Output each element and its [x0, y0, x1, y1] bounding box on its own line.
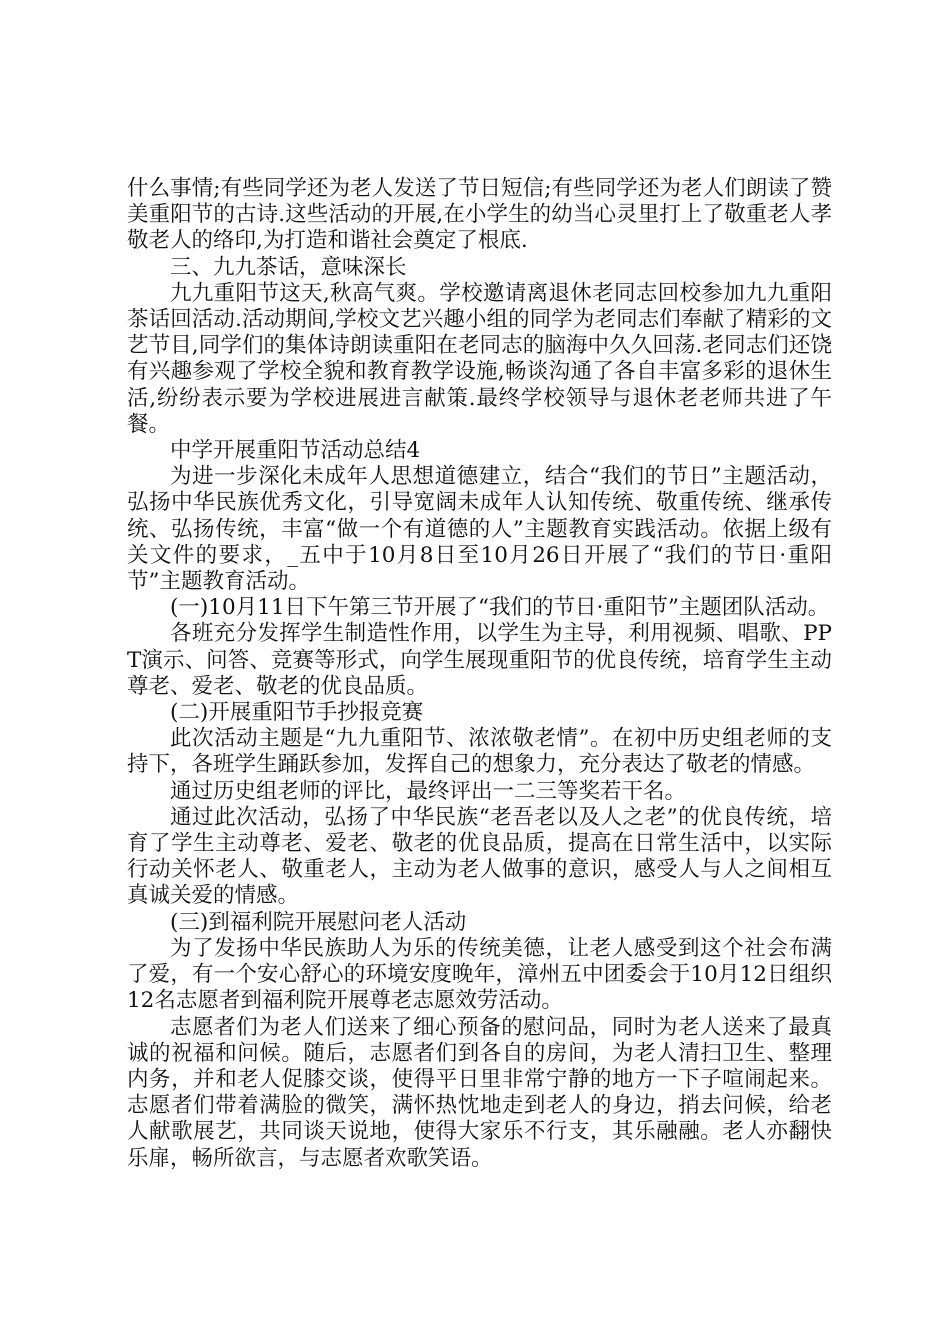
paragraph-welfare-intro: 为了发扬中华民族助人为乐的传统美德，让老人感受到这个社会布满了爱，有一个安心舒心的环境安度晚年，漳州五中团委会于10月12日组织12名志愿者到福利院开展尊老志愿效劳活动。 — [127, 935, 832, 1014]
paragraph-newspaper-theme: 此次活动主题是“九九重阳节、浓浓敬老情”。在初中历史组老师的支持下，各班学生踊跃参加，发挥自己的想象力，充分表达了敬老的情感。 — [127, 726, 832, 778]
document-page — [127, 176, 832, 1172]
section-heading-tea-talk: 三、九九茶话，意味深长 — [170, 254, 407, 280]
subheading-team-activity: (一)10月11日下午第三节开展了“我们的节日·重阳节”主题团队活动。 — [170, 595, 830, 621]
paragraph-awards: 通过历史组老师的评比，最终评出一二三等奖若干名。 — [170, 778, 687, 804]
paragraph-intro: 为进一步深化未成年人思想道德建立，结合“我们的节日”主题活动，弘扬中华民族优秀文化，引导宽阔未成年人认知传统、敬重传统、继承传统、弘扬传统，丰富“做一个有道德的人”主题教育实践活动。依据上级有关文件的要求，_五中于10月8日至10月26日开展了“我们的节日·重阳节”主题教育活动。 — [127, 464, 832, 595]
paragraph-tea-talk: 九九重阳节这天,秋高气爽。学校邀请离退休老同志回校参加九九重阳茶话回活动.活动期间,学校文艺兴趣小组的同学为老同志们奉献了精彩的文艺节目,同学们的集体诗朗读重阳在老同志的脑海中久久回荡.老同志们还饶有兴趣参观了学校全貌和教育教学设施,畅谈沟通了各自丰富多彩的退休生活,纷纷表示要为学校进展进言献策.最终学校领导与退休老老师共进了午餐。 — [127, 280, 832, 437]
subheading-handwritten-newspaper: (二)开展重阳节手抄报竞赛 — [170, 700, 424, 726]
paragraph-activity-effect: 通过此次活动，弘扬了中华民族“老吾老以及人之老”的优良传统，培育了学生主动尊老、爱老、敬老的优良品质，提高在日常生活中，以实际行动关怀老人、敬重老人，主动为老人做事的意识，感受人与人之间相互真诚关爱的情感。 — [127, 804, 832, 909]
paragraph-class-activities: 各班充分发挥学生制造性作用，以学生为主导，利用视频、唱歌、PPT演示、问答、竞赛等形式，向学生展现重阳节的优良传统，培育学生主动尊老、爱老、敬老的优良品质。 — [127, 621, 832, 699]
section-title-summary-4: 中学开展重阳节活动总结4 — [170, 438, 421, 464]
paragraph-volunteers: 志愿者们为老人们送来了细心预备的慰问品，同时为老人送来了最真诚的祝福和问候。随后，志愿者们到各自的房间，为老人清扫卫生、整理内务，并和老人促膝交谈，使得平日里非常宁静的地方一下子喧闹起来。志愿者们带着满脸的微笑，满怀热忱地走到老人的身边，捎去问候，给老人献歌展艺，共同谈天说地，使得大家乐不行支，其乐融融。老人亦翻快乐扉，畅所欲言，与志愿者欢歌笑语。 — [127, 1014, 832, 1171]
paragraph-continuation: 什么事情;有些同学还为老人发送了节日短信;有些同学还为老人们朗读了赞美重阳节的古诗.这些活动的开展,在小学生的幼当心灵里打上了敬重老人孝敬老人的络印,为打造和谐社会奠定了根底. — [127, 176, 832, 254]
subheading-welfare-visit: (三)到福利院开展慰问老人活动 — [170, 909, 467, 935]
